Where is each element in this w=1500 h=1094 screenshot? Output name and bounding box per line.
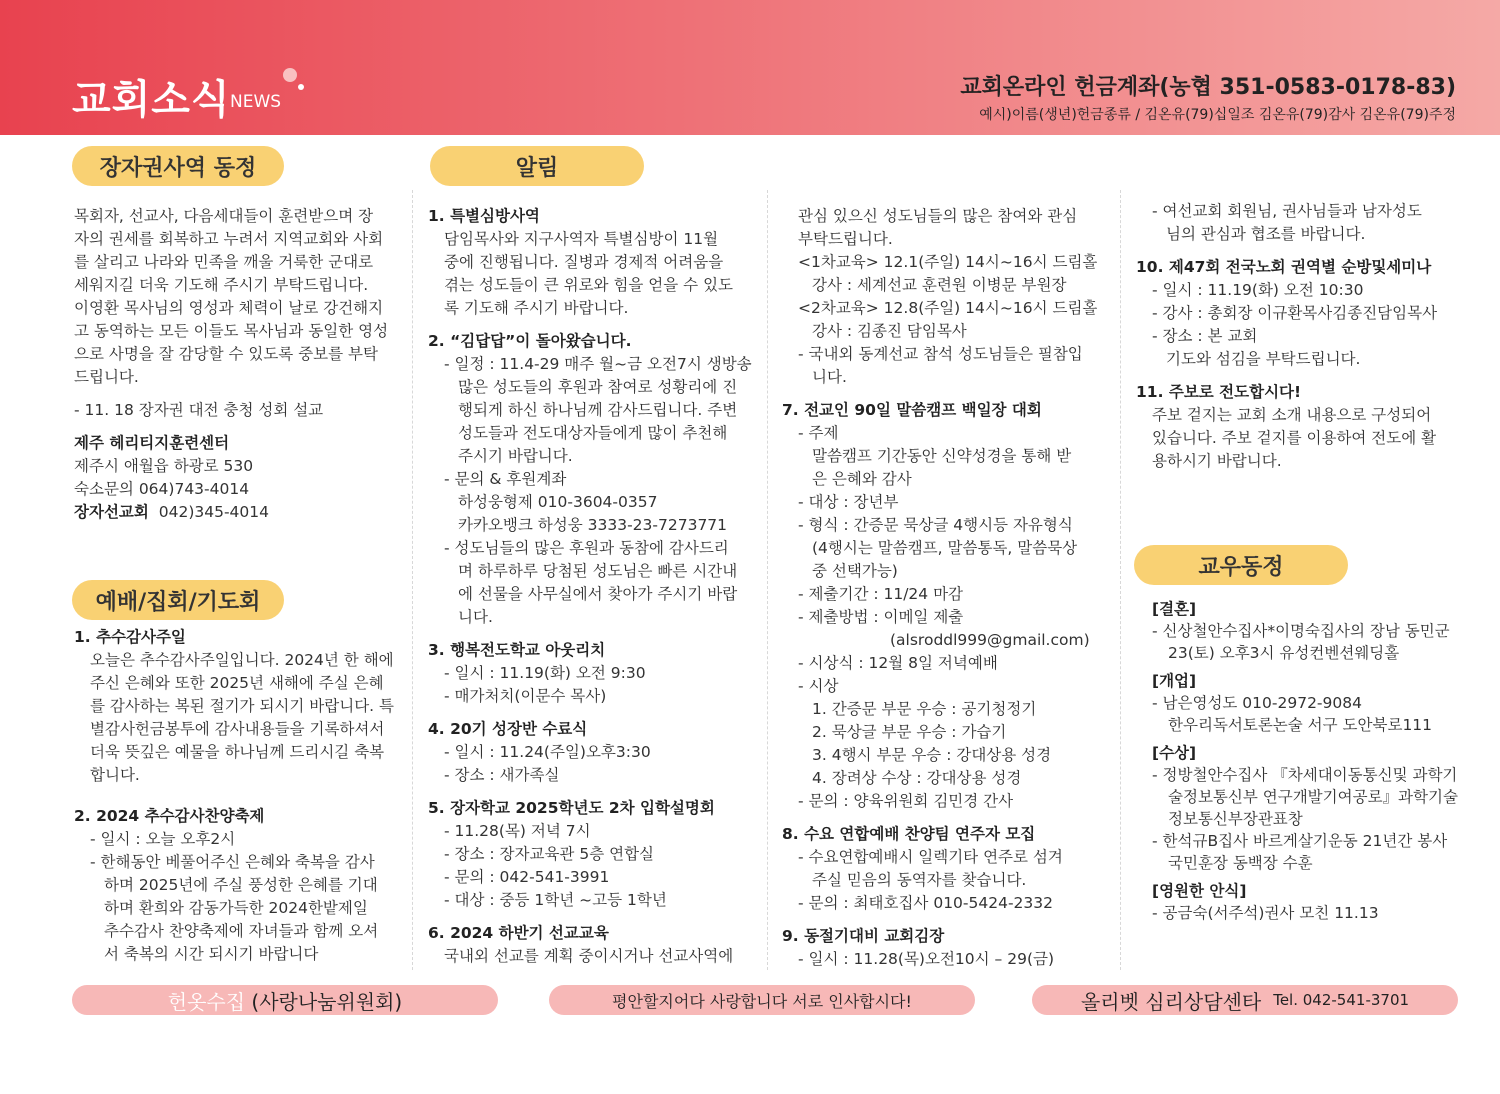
text-line: - 문의 : 양육위원회 김민경 간사 [798,792,1014,810]
text-line: 국내외 선교를 계획 중이시거나 선교사역에 [444,947,734,965]
text-line: 별감사헌금봉투에 감사내용들을 기록하셔서 [90,720,385,738]
text-line: - 문의 : 최태호집사 010-5424-2332 [798,894,1053,912]
text-line: - 대상 : 장년부 [798,493,899,511]
worship-item-title: 2. 2024 추수감사찬양축제 [74,807,265,825]
text-line: - 장소 : 본 교회 [1152,327,1258,345]
footer-clothing-drive [72,985,498,1015]
text-line: 술정보통신부 연구개발기여공로』과학기술 [1168,788,1458,806]
members-category: [수상] [1152,744,1197,762]
notice-column-1 [428,205,763,968]
text-line: 많은 성도들의 후원과 참여로 성황리에 진 [458,378,738,396]
text-line: - 국내외 동계선교 참석 성도님들은 필참입 [798,345,1083,363]
text-line: <1차교육> 12.1(주일) 14시~16시 드림홀 [798,253,1098,271]
text-line: - 형식 : 간증문 묵상글 4행시등 자유형식 [798,516,1073,534]
text-line: 하성웅형제 010-3604-0357 [458,493,658,511]
text-line: 고 동역하는 모든 이들도 목사님과 동일한 영성 [74,322,389,340]
notice-item-title: 8. 수요 연합예배 찬양팀 연주자 모집 [782,825,1036,843]
text-line: 하며 2025년에 주실 풍성한 은혜를 기대 [104,876,378,894]
members-category: [개업] [1152,672,1197,690]
footer-greeting [549,985,975,1015]
text-line: 2. 묵상글 부문 우승 : 가습기 [812,723,1007,741]
notice-item-title: 5. 장자학교 2025학년도 2차 입학설명회 [428,799,715,817]
contact-email: (alsroddl999@gmail.com) [890,631,1090,649]
text-line: - 일시 : 11.28(목)오전10시 – 29(금) [798,950,1055,968]
notice-item-title: 11. 주보로 전도합시다! [1136,383,1302,401]
text-line: 용하시기 바랍니다. [1152,452,1282,470]
jangja-section [74,205,404,524]
page-title: 교회소식 [72,77,231,123]
text-line: 있습니다. 주보 겉지를 이용하여 전도에 활 [1152,429,1437,447]
text-line: - 강사 : 총회장 이규환목사김종진담임목사 [1152,304,1438,322]
offering-example: 예시)이름(생년)헌금종류 / 김온유(79)십일조 김온유(79)감사 김온유(79)주정 [979,107,1456,123]
text-line: 강사 : 김종진 담임목사 [812,322,967,340]
text-line: 에 선물을 사무실에서 찾아가 주시기 바랍 [458,585,738,603]
text-line: 3. 4행시 부문 우승 : 강대상용 성경 [812,746,1052,764]
header-banner [0,0,1500,135]
text-line: 강사 : 세계선교 훈련원 이병문 부원장 [812,276,1067,294]
text-line: 더욱 뜻깊은 예물을 하나님께 드리시길 축복 [90,743,385,761]
text-line: 오늘은 추수감사주일입니다. 2024년 한 해에 [90,651,394,669]
text-line: - 한석규B집사 바르게살기운동 21년간 봉사 [1152,832,1448,850]
text-line: 추수감사 찬양축제에 자녀들과 함께 오셔 [104,922,379,940]
text-line: 합니다. [90,766,140,784]
members-section [1152,598,1477,924]
text-line: - 한해동안 베풀어주신 은혜와 축복을 감사 [90,853,375,871]
text-line: - 매가처치(이문수 목사) [444,687,607,705]
text-line: 중에 진행됩니다. 질병과 경제적 어려움을 [444,253,724,271]
text-line: - 여선교회 회원님, 권사님들과 남자성도 [1152,202,1422,220]
notice-item-title: 4. 20기 성장반 수료식 [428,720,588,738]
footer-counseling [1032,985,1458,1015]
section-members-title: 교우동정 [1134,545,1348,585]
text-line: 를 살리고 나라와 민족을 깨울 거룩한 군대로 [74,253,374,271]
text-line: - 문의 & 후원계좌 [444,470,567,488]
footer-label: 헌옷수집 [167,989,246,1014]
greeting-text: 평안할지어다 사랑합니다 서로 인사합시다! [612,991,912,1011]
text-line: 세워지길 더욱 기도해 주시기 부탁드립니다. [74,276,369,294]
jeju-center-name: 제주 헤리티지훈련센터 [74,434,230,452]
text-line: 행되게 하신 하나님께 감사드립니다. 주변 [458,401,738,419]
notice-item-title: 3. 행복전도학교 아웃리치 [428,641,606,659]
text-line: - 일시 : 11.24(주일)오후3:30 [444,743,651,761]
section-worship-title: 예배/집회/기도회 [72,580,284,620]
text-line: - 수요연합예배시 일렉기타 연주로 섬겨 [798,848,1063,866]
text-line: 하며 환희와 감동가득한 2024한밭제일 [104,899,368,917]
text-line: 기도와 섬김을 부탁드립니다. [1166,350,1361,368]
decor-dot-small [298,84,304,90]
text-line: 정보통신부장관표창 [1168,810,1303,828]
text-line: - 대상 : 중등 1학년 ~고등 1학년 [444,891,667,909]
notice-item-title: 9. 동절기대비 교회김장 [782,927,945,945]
text-line: 23(토) 오후3시 유성컨벤션웨딩홀 [1168,644,1400,662]
text-line: - 일시 : 11.19(화) 오전 9:30 [444,664,646,682]
members-category: [결혼] [1152,600,1197,618]
text-line: - 시상 [798,677,839,695]
text-line: 한우리독서토론논술 서구 도안북로111 [1168,716,1433,734]
text-line: - 남은영성도 010-2972-9084 [1152,694,1362,712]
worship-item-title: 1. 추수감사주일 [74,628,186,646]
text-line: 중 선택가능) [812,562,898,580]
text-line: 목회자, 선교사, 다음세대들이 훈련받으며 장 [74,207,374,225]
text-line: 자의 권세를 회복하고 누려서 지역교회와 사회 [74,230,384,248]
text-line: 관심 있으신 성도님들의 많은 참여와 관심 [798,207,1078,225]
text-line: 은 은혜와 감사 [812,470,912,488]
text-line: - 장소 : 새가족실 [444,766,560,784]
text-line: 를 감사하는 복된 절기가 되시기 바랍니다. 특 [90,697,395,715]
notice-item-title: 1. 특별심방사역 [428,207,540,225]
counseling-center-name: 올리벳 심리상담센타 [1080,989,1262,1014]
jeju-center-address: 제주시 애월읍 하광로 530 [74,457,254,475]
text-line: - 일시 : 오늘 오후2시 [90,830,236,848]
text-line: - 신상철안수집사*이명숙집사의 장남 동민군 [1152,622,1450,640]
notice-item-title: 6. 2024 하반기 선교교육 [428,924,609,942]
text-line: 니다. [812,368,847,386]
text-line: 겪는 성도들이 큰 위로와 힘을 얻을 수 있도 [444,276,734,294]
text-line: - 공금숙(서주석)권사 모친 11.13 [1152,904,1379,922]
seminar-item: - 11. 18 장자권 대전 충청 성회 설교 [74,401,324,419]
notice-item-title: 10. 제47회 전국노회 권역별 순방및세미나 [1136,258,1432,276]
text-line: 성도들과 전도대상자들에게 많이 추천해 [458,424,728,442]
text-line: 으로 사명을 잘 감당할 수 있도록 중보를 부탁 [74,345,379,363]
footer-label-org: (사랑나눔위원회) [251,989,403,1014]
text-line: 주신 은혜와 또한 2025년 새해에 주실 은혜 [90,674,384,692]
text-line: 님의 관심과 협조를 바랍니다. [1166,225,1366,243]
notice-column-3 [1136,200,1476,473]
text-line: - 시상식 : 12월 8일 저녁예배 [798,654,998,672]
text-line: 주시기 바랍니다. [458,447,573,465]
jeju-center-phone: 숙소문의 064)743-4014 [74,480,250,498]
notice-column-2 [782,205,1117,971]
text-line: 주실 믿음의 동역자를 찾습니다. [812,871,1027,889]
worship-section [74,626,404,966]
text-line: - 일시 : 11.19(화) 오전 10:30 [1152,281,1364,299]
text-line: 드립니다. [74,368,139,386]
text-line: - 장소 : 장자교육관 5층 연합실 [444,845,655,863]
offering-account: 교회온라인 헌금계좌(농협 351-0583-0178-83) [960,75,1456,100]
members-category: [영원한 안식] [1152,882,1247,900]
text-line: 부탁드립니다. [798,230,893,248]
text-line: <2차교육> 12.8(주일) 14시~16시 드림홀 [798,299,1098,317]
page-subtitle: NEWS [230,92,282,112]
section-notice-title: 알림 [430,146,644,186]
column-divider [412,190,413,970]
notice-item-title: 2. “김답답”이 돌아왔습니다. [428,332,632,350]
text-line: - 제출방법 : 이메일 제출 [798,608,964,626]
text-line: 담임목사와 지구사역자 특별심방이 11월 [444,230,719,248]
text-line: 며 하루하루 당첨된 성도님은 빠른 시간내 [458,562,738,580]
text-line: (4행시는 말씀캠프, 말씀통독, 말씀묵상 [812,539,1078,557]
text-line: 국민훈장 동백장 수훈 [1168,854,1313,872]
text-line: 이영환 목사님의 영성과 체력이 날로 강건해지 [74,299,384,317]
text-line: 주보 겉지는 교회 소개 내용으로 구성되어 [1152,406,1432,424]
column-divider [1120,190,1121,970]
text-line: - 정방철안수집사 『차세대이동통신및 과학기 [1152,766,1458,784]
text-line: - 일정 : 11.4-29 매주 월~금 오전7시 생방송 [444,355,752,373]
text-line: 카카오뱅크 하성웅 3333-23-7273771 [458,516,728,534]
jangja-mission-phone: 042)345-4014 [158,503,269,521]
text-line: - 제출기간 : 11/24 마감 [798,585,964,603]
section-jangja-title: 장자권사역 동정 [72,146,284,186]
text-line: 4. 장려상 수상 : 강대상용 성경 [812,769,1022,787]
text-line: 1. 간증문 부문 우승 : 공기청정기 [812,700,1037,718]
decor-dot [283,68,297,82]
column-divider [767,190,768,970]
jangja-mission-name: 장자선교회 [74,503,149,521]
text-line: - 성도님들의 많은 후원과 동참에 감사드리 [444,539,729,557]
counseling-center-phone: Tel. 042-541-3701 [1273,991,1410,1009]
text-line: - 문의 : 042-541-3991 [444,868,610,886]
notice-item-title: 7. 전교인 90일 말씀캠프 백일장 대회 [782,401,1042,419]
text-line: - 주제 [798,424,839,442]
text-line: 록 기도해 주시기 바랍니다. [444,299,629,317]
text-line: - 11.28(목) 저녁 7시 [444,822,591,840]
text-line: 서 축복의 시간 되시기 바랍니다 [104,945,319,963]
text-line: 니다. [458,608,493,626]
text-line: 말씀캠프 기간동안 신약성경을 통해 받 [812,447,1072,465]
